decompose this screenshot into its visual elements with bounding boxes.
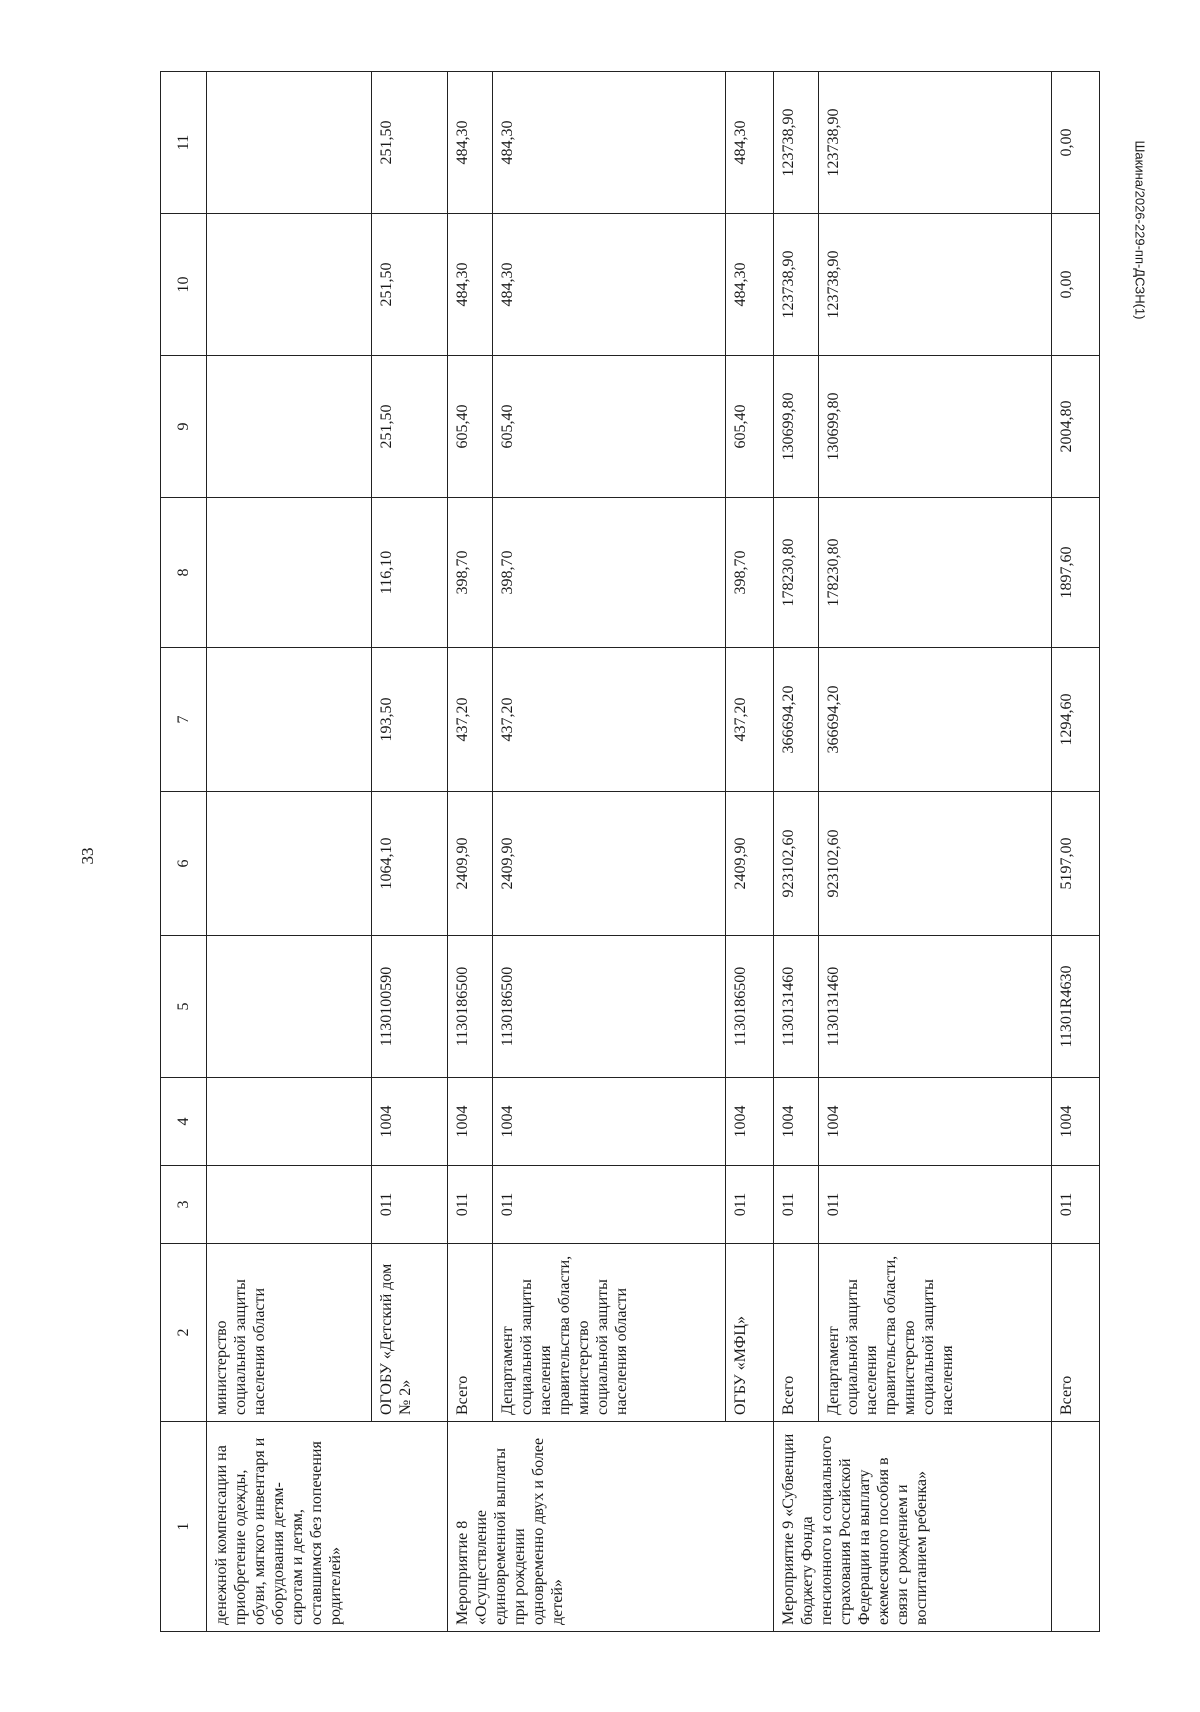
measure-description [1052, 1422, 1100, 1632]
cell-8: 116,10 [371, 498, 447, 648]
cell-4 [207, 1078, 371, 1166]
cell-9: 605,40 [493, 356, 726, 498]
executor-cell: министерство социальной защиты населения области [207, 1244, 371, 1422]
header-cell: 10 [161, 214, 207, 356]
cell-5: 1130131460 [773, 936, 818, 1078]
cell-4: 1004 [447, 1078, 492, 1166]
budget-table [160, 71, 1100, 1632]
header-cell: 7 [161, 648, 207, 792]
cell-9: 605,40 [447, 356, 492, 498]
cell-6: 923102,60 [773, 792, 818, 936]
cell-7: 366694,20 [819, 648, 1052, 792]
executor-cell: ОГБУ «МФЦ» [726, 1244, 774, 1422]
cell-8 [207, 498, 371, 648]
table-row [371, 72, 447, 1632]
cell-8: 398,70 [726, 498, 774, 648]
cell-6: 1064,10 [371, 792, 447, 936]
cell-6: 2409,90 [493, 792, 726, 936]
cell-9: 2004,80 [1052, 356, 1100, 498]
cell-3 [207, 1166, 371, 1244]
header-cell: 2 [161, 1244, 207, 1422]
cell-10: 484,30 [726, 214, 774, 356]
cell-10: 251,50 [371, 214, 447, 356]
cell-11: 0,00 [1052, 72, 1100, 214]
cell-4: 1004 [773, 1078, 818, 1166]
cell-6: 2409,90 [726, 792, 774, 936]
cell-10: 484,30 [493, 214, 726, 356]
cell-3: 011 [773, 1166, 818, 1244]
cell-11 [207, 72, 371, 214]
cell-7: 366694,20 [773, 648, 818, 792]
cell-10: 123738,90 [819, 214, 1052, 356]
header-cell: 1 [161, 1422, 207, 1632]
table-row [726, 72, 774, 1632]
cell-9: 130699,80 [773, 356, 818, 498]
cell-7: 437,20 [493, 648, 726, 792]
cell-5: 11301R4630 [1052, 936, 1100, 1078]
cell-4: 1004 [726, 1078, 774, 1166]
cell-8: 178230,80 [773, 498, 818, 648]
header-cell: 5 [161, 936, 207, 1078]
header-cell: 9 [161, 356, 207, 498]
cell-3: 011 [447, 1166, 492, 1244]
cell-7: 193,50 [371, 648, 447, 792]
cell-8: 178230,80 [819, 498, 1052, 648]
executor-cell: Всего [773, 1244, 818, 1422]
cell-11: 123738,90 [773, 72, 818, 214]
table-row [819, 72, 1052, 1632]
cell-11: 484,30 [447, 72, 492, 214]
executor-cell: Всего [447, 1244, 492, 1422]
table-header-row [161, 72, 207, 1632]
cell-3: 011 [1052, 1166, 1100, 1244]
executor-cell: Департамент социальной защиты населения правительства области, министерство социальной защиты населения [819, 1244, 1052, 1422]
cell-6: 5197,00 [1052, 792, 1100, 936]
header-cell: 8 [161, 498, 207, 648]
measure-description: Мероприятие 9 «Субвенции бюджету Фонда пенсионного и социального страхования Российской Федерации на выплату ежемесячного пособия в связи с рождением и воспитанием ребенка» [773, 1422, 1051, 1632]
cell-11: 123738,90 [819, 72, 1052, 214]
rotated-table-container [160, 72, 1100, 1632]
cell-9: 251,50 [371, 356, 447, 498]
header-cell: 4 [161, 1078, 207, 1166]
cell-10: 123738,90 [773, 214, 818, 356]
cell-10 [207, 214, 371, 356]
cell-9 [207, 356, 371, 498]
cell-8: 398,70 [447, 498, 492, 648]
cell-3: 011 [493, 1166, 726, 1244]
header-cell: 11 [161, 72, 207, 214]
measure-description: денежной компенсации на приобретение одежды, обуви, мягкого инвентаря и оборудования детям-сиротам и детям, оставшимся без попечения родителей» [207, 1422, 447, 1632]
header-cell: 6 [161, 792, 207, 936]
cell-6 [207, 792, 371, 936]
cell-4: 1004 [819, 1078, 1052, 1166]
cell-4: 1004 [1052, 1078, 1100, 1166]
header-cell: 3 [161, 1166, 207, 1244]
cell-7: 1294,60 [1052, 648, 1100, 792]
cell-8: 398,70 [493, 498, 726, 648]
cell-3: 011 [726, 1166, 774, 1244]
cell-11: 484,30 [493, 72, 726, 214]
cell-4: 1004 [371, 1078, 447, 1166]
cell-7 [207, 648, 371, 792]
executor-cell: Департамент социальной защиты населения правительства области, министерство социальной защиты населения области [493, 1244, 726, 1422]
table-row [207, 72, 371, 1632]
cell-5: 1130131460 [819, 936, 1052, 1078]
cell-5: 1130100590 [371, 936, 447, 1078]
cell-10: 0,00 [1052, 214, 1100, 356]
cell-10: 484,30 [447, 214, 492, 356]
measure-description: Мероприятие 8 «Осуществление единовременной выплаты при рождении одновременно двух и более детей» [447, 1422, 773, 1632]
cell-7: 437,20 [447, 648, 492, 792]
cell-9: 605,40 [726, 356, 774, 498]
table-row [1052, 72, 1100, 1632]
document-code: Шакина/2026-229-пп-ДСЗН(1) [1132, 140, 1148, 320]
cell-6: 923102,60 [819, 792, 1052, 936]
page-number: 33 [78, 847, 97, 865]
executor-cell: ОГОБУ «Детский дом № 2» [371, 1244, 447, 1422]
cell-5 [207, 936, 371, 1078]
cell-11: 251,50 [371, 72, 447, 214]
cell-5: 1130186500 [447, 936, 492, 1078]
cell-7: 437,20 [726, 648, 774, 792]
cell-11: 484,30 [726, 72, 774, 214]
table-row [773, 72, 818, 1632]
cell-9: 130699,80 [819, 356, 1052, 498]
cell-3: 011 [819, 1166, 1052, 1244]
table-row [493, 72, 726, 1632]
cell-3: 011 [371, 1166, 447, 1244]
table-row [447, 72, 492, 1632]
cell-5: 1130186500 [726, 936, 774, 1078]
executor-cell: Всего [1052, 1244, 1100, 1422]
cell-4: 1004 [493, 1078, 726, 1166]
cell-5: 1130186500 [493, 936, 726, 1078]
cell-6: 2409,90 [447, 792, 492, 936]
cell-8: 1897,60 [1052, 498, 1100, 648]
